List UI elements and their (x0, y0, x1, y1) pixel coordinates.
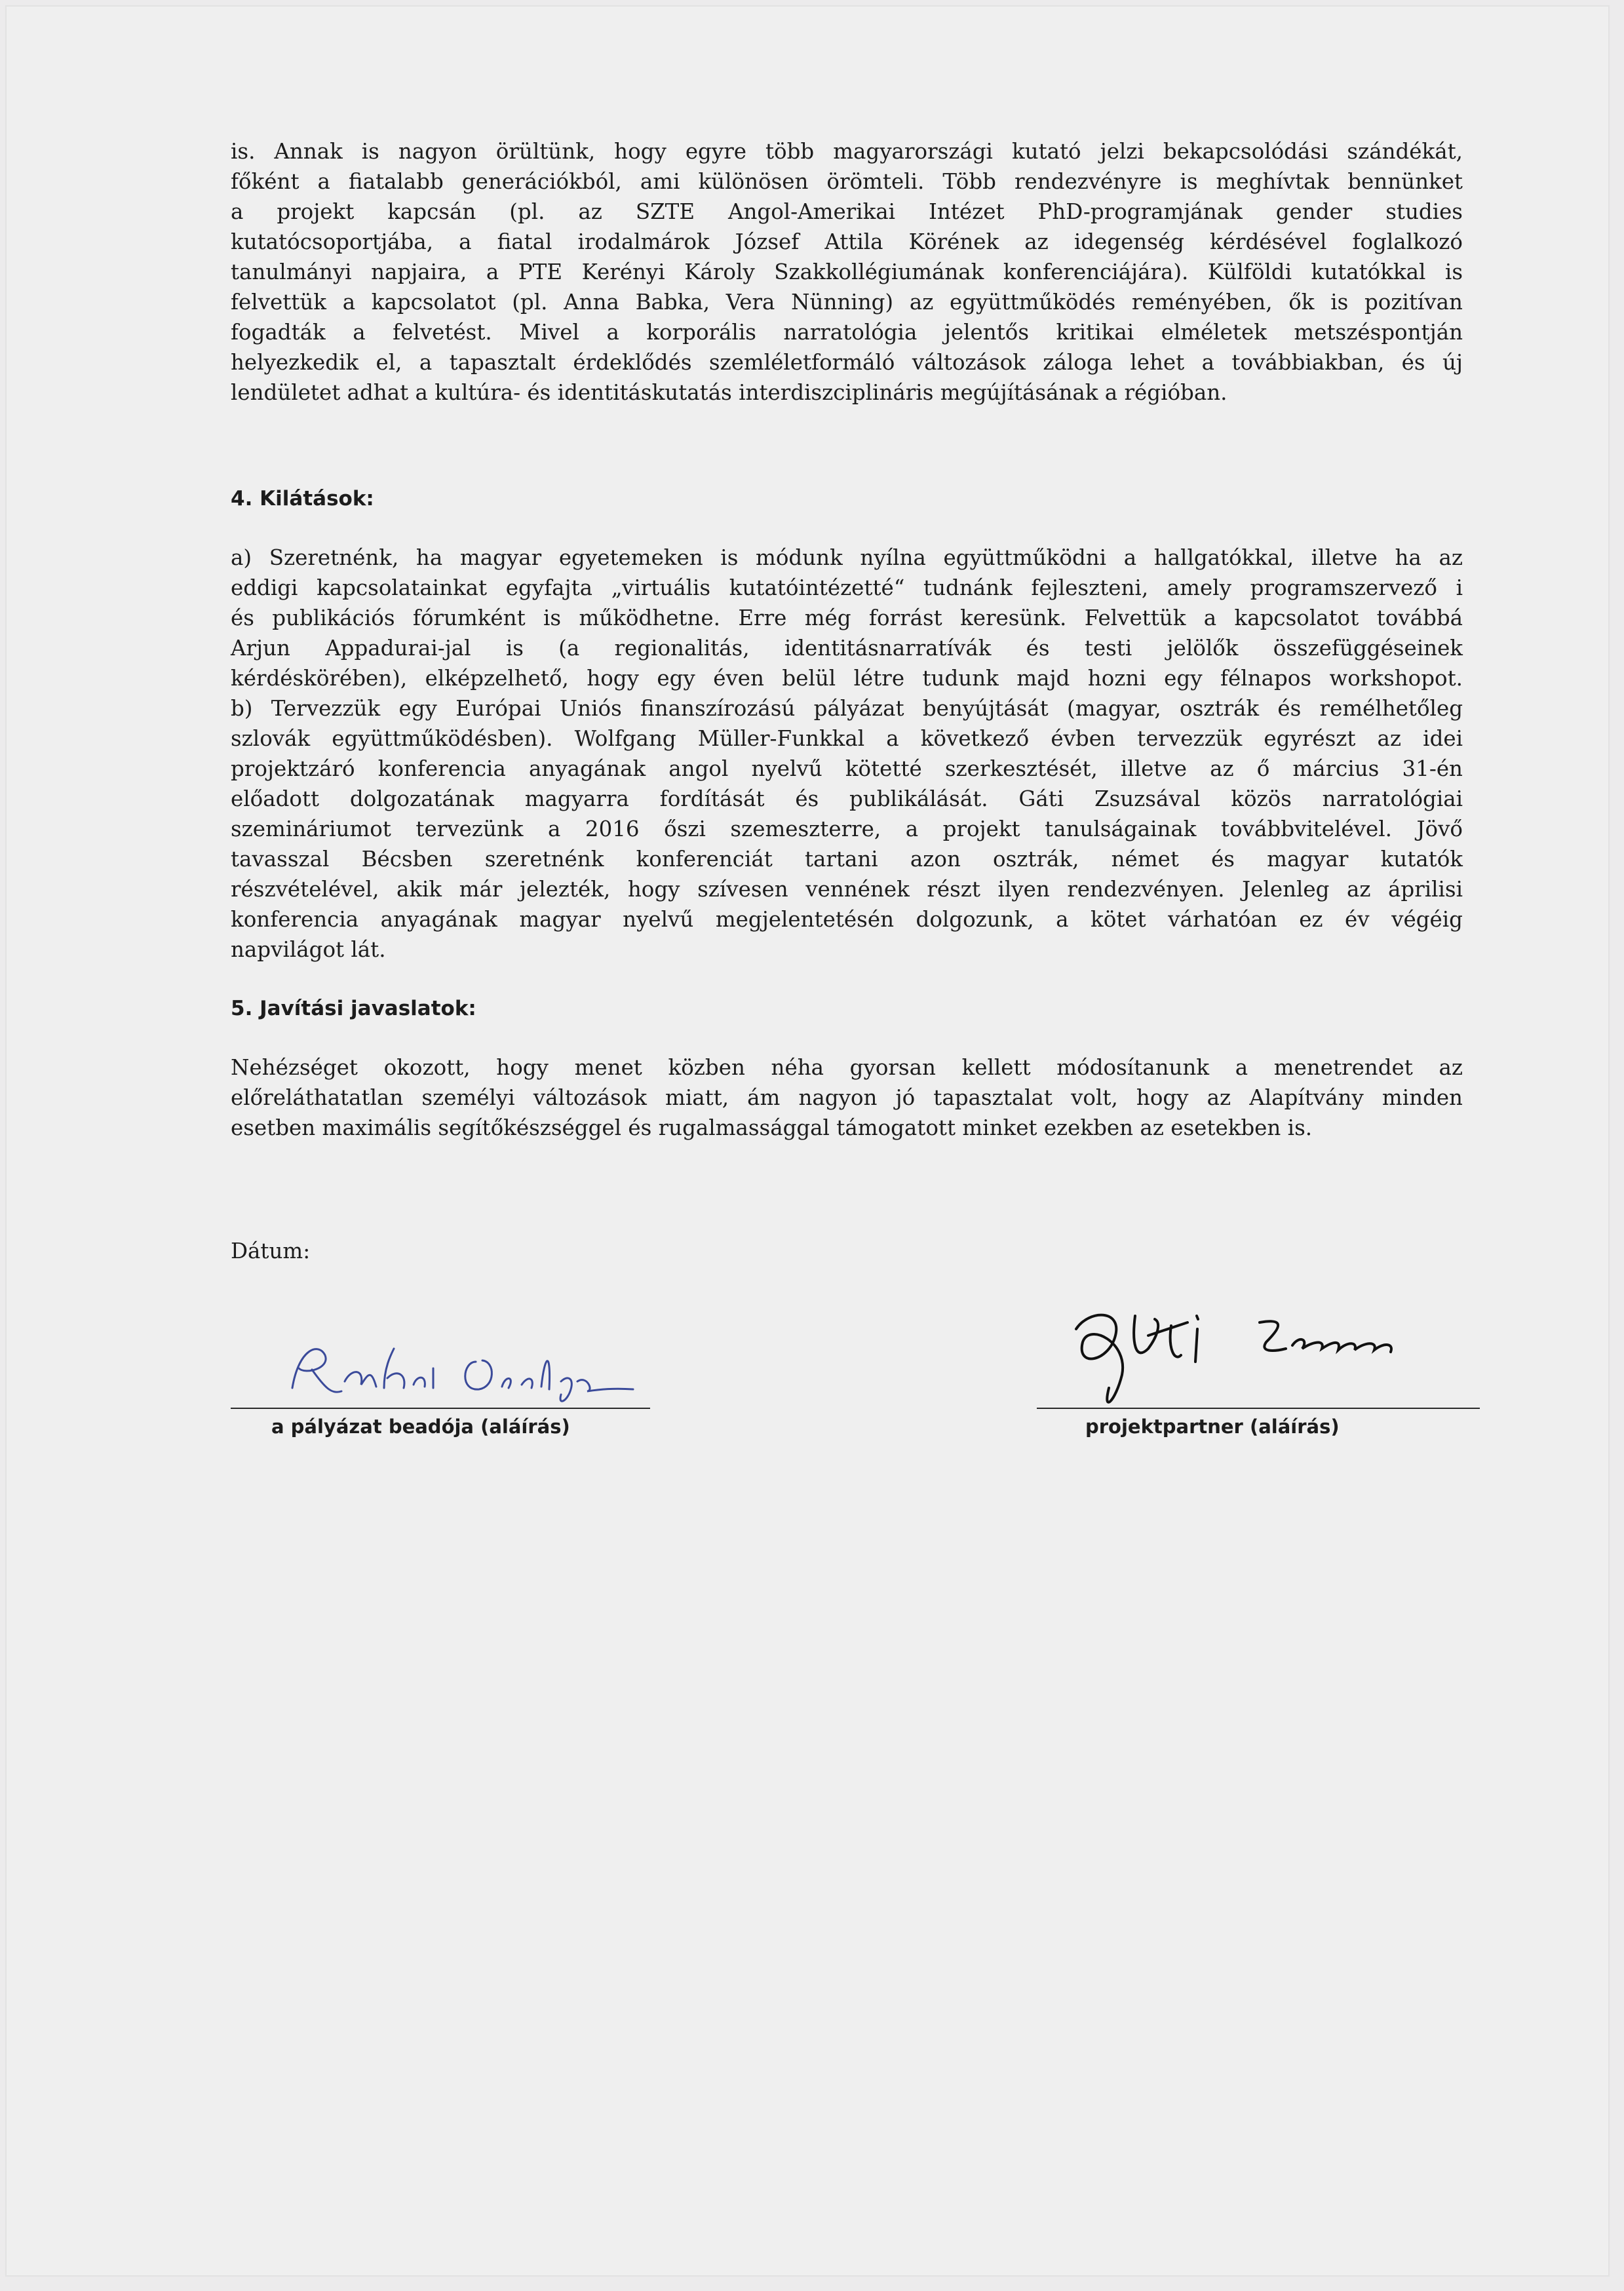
section-5-heading: 5. Javítási javaslatok: (231, 997, 476, 1020)
text-line: helyezkedik el, a tapasztalt érdeklődés szemléletformáló változások záloga lehet a továbbiakban, és új (231, 350, 1463, 375)
text-line: főként a fiatalabb generációkból, ami különösen örömteli. Több rendezvényre is meghívtak bennünket (231, 169, 1463, 194)
applicant-signature-line (231, 1408, 650, 1409)
text-line: előreláthatatlan személyi változások miatt, ám nagyon jó tapasztalat volt, hogy az Alapítvány minden (231, 1085, 1463, 1110)
text-line: és publikációs fórumként is működhetne. Erre még forrást keresünk. Felvettük a kapcsolatot továbbá (231, 606, 1463, 630)
text-line: kutatócsoportjába, a fiatal irodalmárok József Attila Körének az idegenség kérdésével foglalkozó (231, 229, 1463, 254)
partner-signature-label: projektpartner (aláírás) (1085, 1415, 1340, 1438)
text-line: szemináriumot tervezünk a 2016 őszi szemeszterre, a projekt tanulságainak továbbvitelével. Jövő (231, 817, 1463, 841)
text-line: a) Szeretnénk, ha magyar egyetemeken is módunk nyílna együttműködni a hallgatókkal, illetve ha az (231, 545, 1463, 570)
text-line: projektzáró konferencia anyagának angol nyelvű kötetté szerkesztését, illetve az ő március 31-én (231, 756, 1463, 781)
text-line: lendületet adhat a kultúra- és identitáskutatás interdiszciplináris megújításának a régióban. (231, 380, 1228, 405)
text-line: tanulmányi napjaira, a PTE Kerényi Károly Szakkollégiumának konferenciájára). Külföldi kutatókkal is (231, 260, 1463, 284)
applicant-signature-label: a pályázat beadója (aláírás) (271, 1415, 570, 1438)
document-page (5, 5, 1610, 2277)
text-line: esetben maximális segítőkészséggel és rugalmassággal támogatott minket ezekben az esetekben is. (231, 1115, 1313, 1140)
text-line: fogadták a felvetést. Mivel a korporális narratológia jelentős kritikai elméletek metszéspontján (231, 320, 1463, 345)
partner-signature-line (1037, 1408, 1480, 1409)
section-5-body (231, 1052, 1463, 1143)
text-line: b) Tervezzük egy Európai Uniós finanszírozású pályázat benyújtását (magyar, osztrák és remélhetőleg (231, 696, 1463, 721)
text-line: konferencia anyagának magyar nyelvű megjelentetésén dolgozunk, a kötet várhatóan ez év végéig (231, 907, 1463, 932)
text-line: részvételével, akik már jelezték, hogy szívesen vennének részt ilyen rendezvényen. Jelenleg az áprilisi (231, 877, 1463, 902)
text-line: szlovák együttműködésben). Wolfgang Müller-Funkkal a következő évben tervezzük egyrészt az idei (231, 726, 1463, 751)
date-label: Dátum: (231, 1239, 311, 1263)
applicant-handwritten-signature (279, 1329, 646, 1414)
section-4-body (231, 543, 1463, 965)
text-line: napvilágot lát. (231, 937, 386, 962)
text-line: eddigi kapcsolatainkat egyfajta „virtuális kutatóintézetté“ tudnánk fejleszteni, amely programszervező i (231, 575, 1463, 600)
text-line: felvettük a kapcsolatot (pl. Anna Babka, Vera Nünning) az együttműködés reményében, ők is pozitívan (231, 290, 1463, 315)
section-4-heading: 4. Kilátások: (231, 487, 374, 510)
text-line: is. Annak is nagyon örültünk, hogy egyre több magyarországi kutató jelzi bekapcsolódási szándékát, (231, 139, 1463, 164)
text-line: Nehézséget okozott, hogy menet közben néha gyorsan kellett módosítanunk a menetrendet az (231, 1055, 1463, 1080)
text-line: előadott dolgozatának magyarra fordítását és publikálását. Gáti Zsuzsával közös narratológiai (231, 786, 1463, 811)
paragraph-continuation (231, 136, 1463, 408)
text-line: Arjun Appadurai-jal is (a regionalitás, identitásnarratívák és testi jelölők összefüggéseinek (231, 636, 1463, 661)
partner-handwritten-signature (1050, 1290, 1469, 1414)
text-line: a projekt kapcsán (pl. az SZTE Angol-Amerikai Intézet PhD-programjának gender studies (231, 199, 1463, 224)
text-line: kérdéskörében), elképzelhető, hogy egy éven belül létre tudunk majd hozni egy félnapos workshopot. (231, 666, 1463, 691)
text-line: tavasszal Bécsben szeretnénk konferenciát tartani azon osztrák, német és magyar kutatók (231, 847, 1463, 872)
